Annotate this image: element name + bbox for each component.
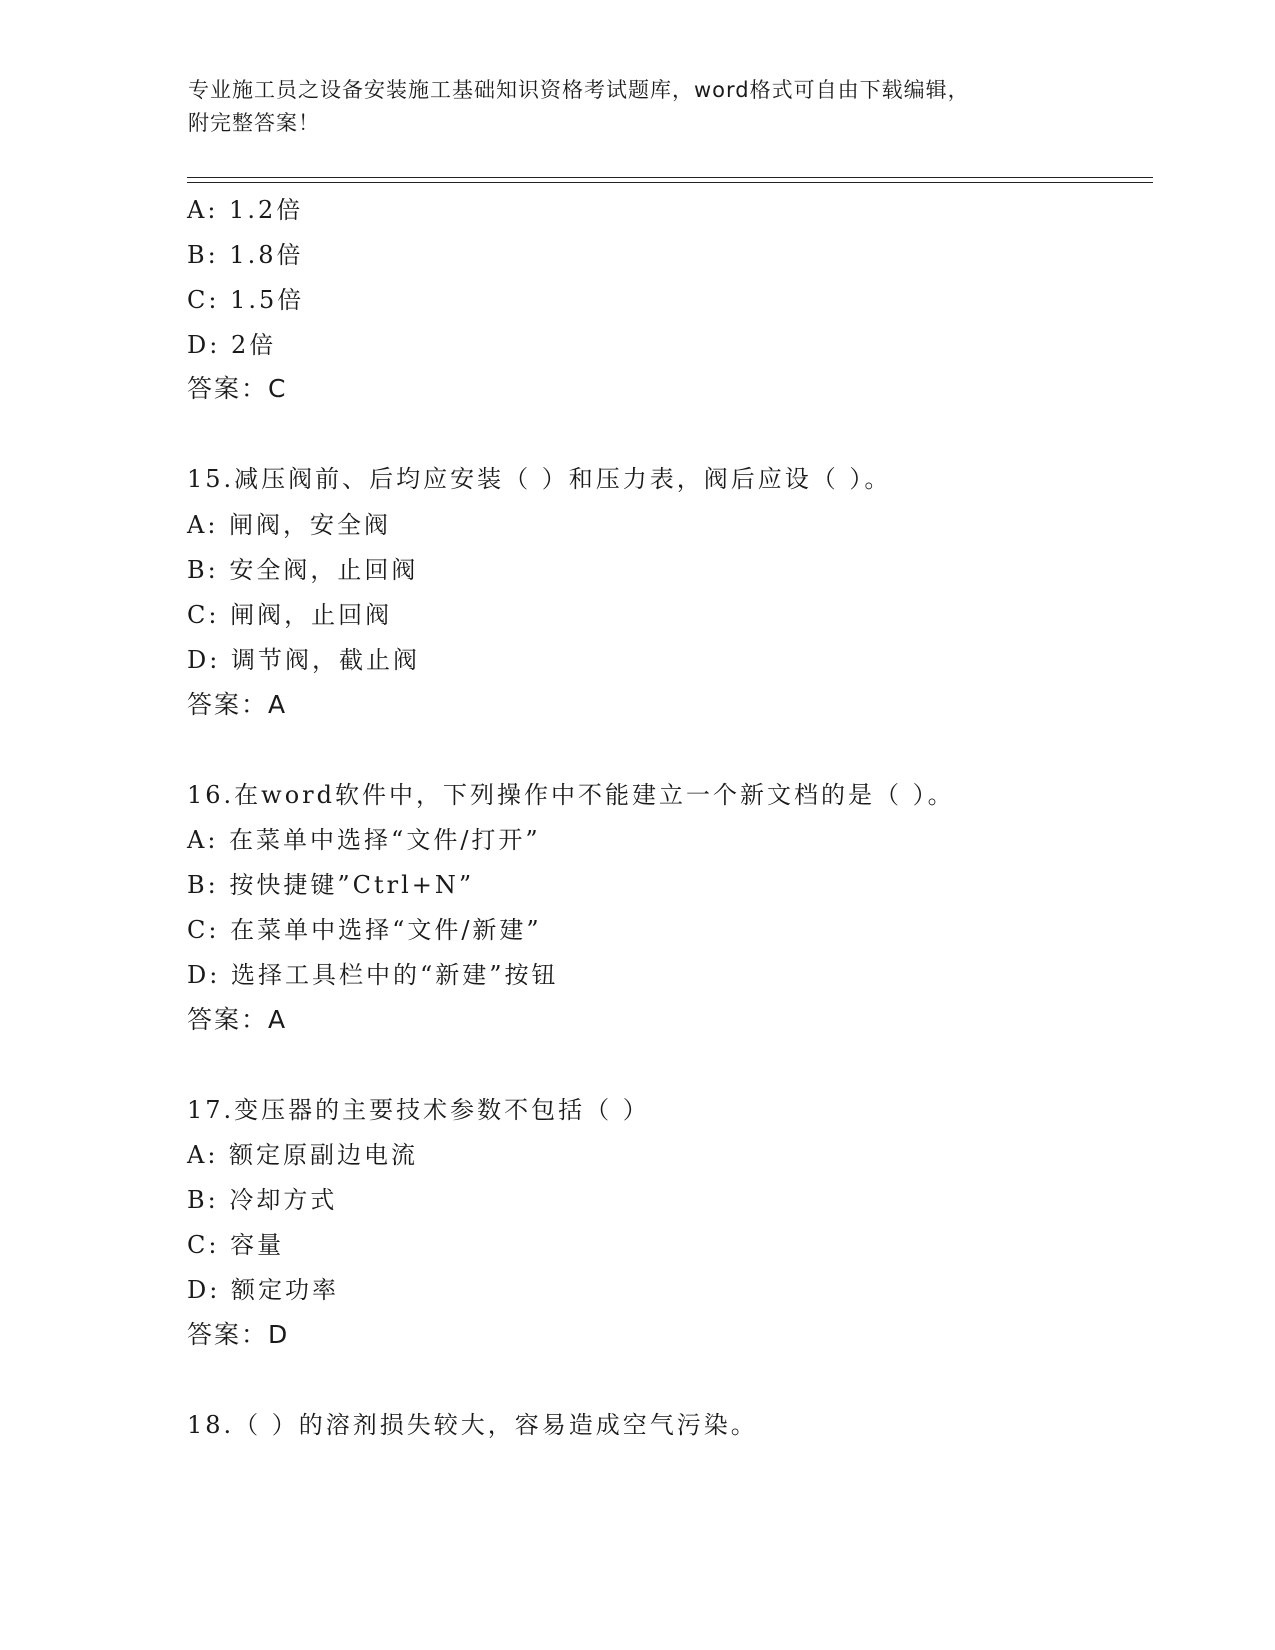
q15-option-d: D: 调节阀，截止阀: [187, 646, 420, 674]
q17-answer: 答案：D: [187, 1320, 290, 1349]
q16-answer: 答案：A: [187, 1005, 288, 1034]
q14-answer: 答案：C: [187, 374, 288, 403]
q17-question: 17.变压器的主要技术参数不包括（ ）: [187, 1096, 650, 1124]
q15-option-b: B: 安全阀，止回阀: [187, 556, 419, 584]
q16-option-d: D: 选择工具栏中的“新建”按钮: [187, 961, 559, 989]
q18-question: 18.（ ）的溶剂损失较大，容易造成空气污染。: [187, 1411, 758, 1439]
header-line-1: 专业施工员之设备安装施工基础知识资格考试题库，word格式可自由下载编辑，: [188, 78, 970, 102]
q14-option-c: C: 1.5倍: [187, 286, 305, 314]
q17-option-b: B: 冷却方式: [187, 1186, 338, 1214]
q16-option-c: C: 在菜单中选择“文件/新建”: [187, 916, 542, 944]
q17-option-c: C: 容量: [187, 1231, 285, 1259]
q17-option-a: A: 额定原副边电流: [187, 1141, 419, 1169]
q14-option-a: A: 1.2倍: [187, 196, 304, 224]
q15-option-a: A: 闸阀，安全阀: [187, 511, 392, 539]
q16-option-b: B: 按快捷键”Ctrl+N”: [187, 871, 475, 899]
q14-option-d: D: 2倍: [187, 331, 277, 359]
q15-question: 15.减压阀前、后均应安装（ ）和压力表，阀后应设（ ）。: [187, 465, 892, 493]
header-divider-bottom: [187, 182, 1153, 183]
q15-option-c: C: 闸阀，止回阀: [187, 601, 393, 629]
q14-option-b: B: 1.8倍: [187, 241, 304, 269]
document-header: [188, 74, 1068, 140]
q17-option-d: D: 额定功率: [187, 1276, 339, 1304]
q16-question: 16.在word软件中，下列操作中不能建立一个新文档的是（ ）。: [187, 781, 955, 809]
header-line-2: 附完整答案！: [188, 111, 320, 135]
q16-option-a: A: 在菜单中选择“文件/打开”: [187, 826, 541, 854]
header-divider-top: [187, 177, 1153, 178]
q15-answer: 答案：A: [187, 690, 288, 719]
